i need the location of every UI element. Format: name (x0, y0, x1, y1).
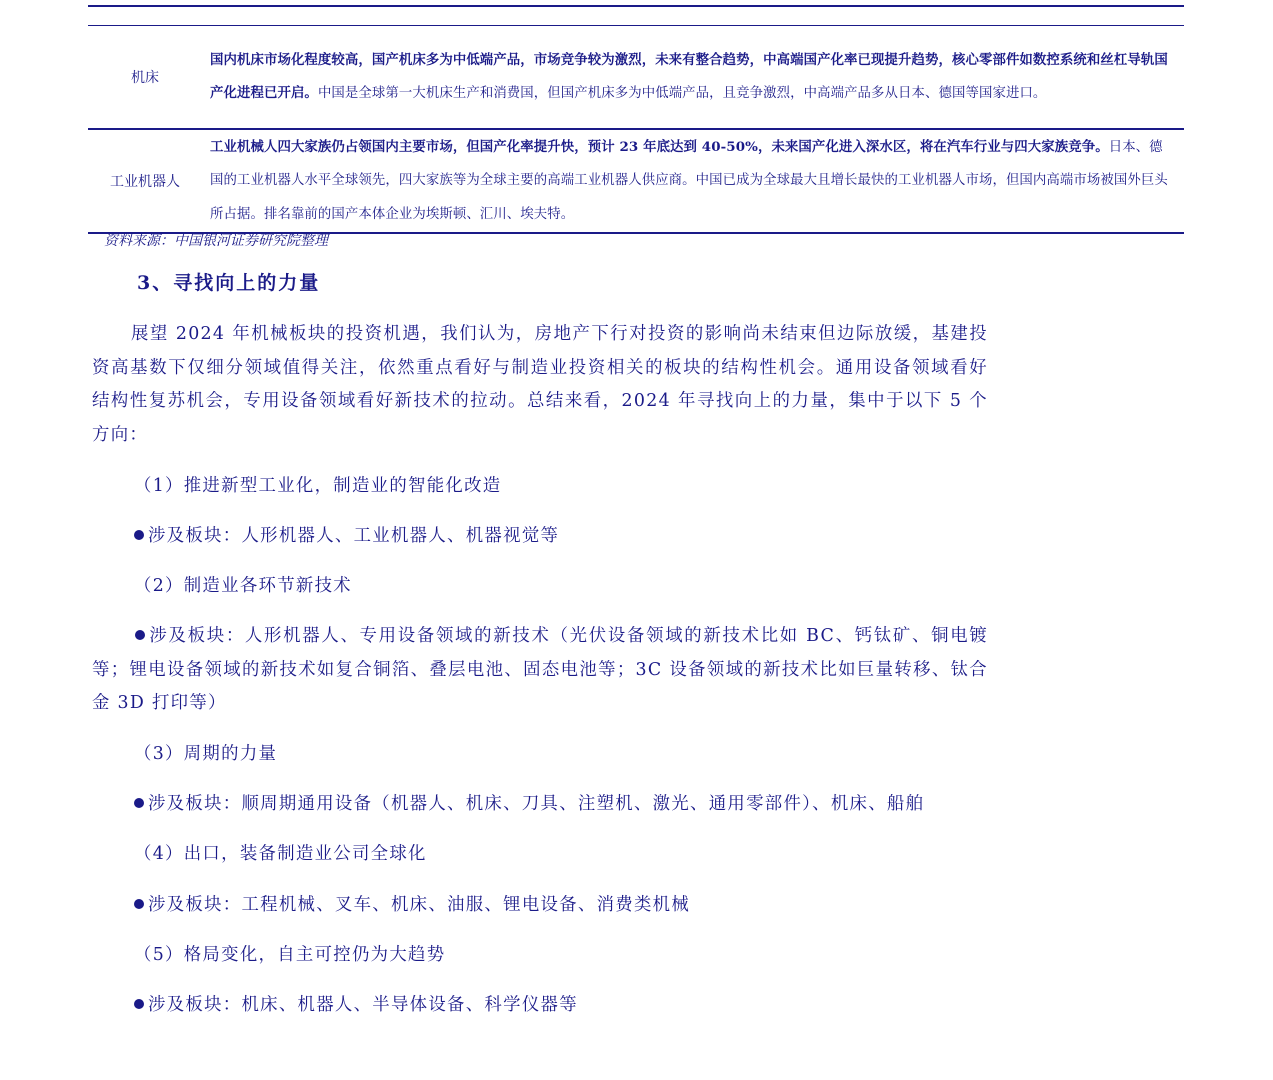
direction-title: （4）出口，装备制造业公司全球化 (134, 844, 427, 864)
category-cell: 工业机器人 (88, 129, 202, 233)
bullet-icon (134, 899, 144, 909)
direction-title: （5）格局变化，自主可控仍为大趋势 (134, 945, 446, 965)
bullet-icon (134, 999, 144, 1009)
sector-text: 涉及板块：机床、机器人、半导体设备、科学仪器等 (148, 995, 578, 1015)
section-heading: 3、寻找向上的力量 (137, 272, 321, 294)
table-row (88, 129, 1184, 233)
description-cell (202, 26, 1184, 130)
sector-text: 涉及板块：人形机器人、工业机器人、机器视觉等 (148, 526, 560, 546)
sector-bullet (134, 788, 924, 822)
sector-bullet (92, 620, 988, 721)
description-cell (202, 129, 1184, 233)
sector-bullet (134, 889, 690, 923)
sector-text: 涉及板块：顺周期通用设备（机器人、机床、刀具、注塑机、激光、通用零部件）、机床、船舶 (148, 794, 925, 814)
key-point-text: 国内机床市场化程度较高，国产机床多为中低端产品，市场竞争较为激烈，未来有整合趋势，中高端国产化率已现提升趋势，核心零部件如数控系统和丝杠导轨国产化进程已开启。 (210, 51, 1168, 101)
key-point-text: 工业机械人四大家族仍占领国内主要市场，但国产化率提升快，预计 23 年底达到 40-50%，未来国产化进入深水区，将在汽车行业与四大家族竞争。 (210, 138, 1109, 155)
sector-bullet (134, 989, 578, 1023)
table-source-note: 资料来源：中国银河证券研究院整理 (104, 233, 328, 249)
table-row (88, 26, 1184, 130)
top-rule (88, 5, 1184, 7)
bullet-icon (134, 798, 144, 808)
sector-text: 涉及板块：工程机械、叉车、机床、油服、锂电设备、消费类机械 (148, 895, 691, 915)
detail-text: 中国是全球第一大机床生产和消费国，但国产机床多为中低端产品，且竞争激烈，中高端产品多从日本、德国等国家进口。 (317, 86, 1047, 101)
direction-title: （1）推进新型工业化，制造业的智能化改造 (134, 476, 502, 496)
category-cell: 机床 (88, 26, 202, 130)
industry-table (88, 25, 1184, 234)
bullet-icon (134, 530, 144, 540)
sector-text: 涉及板块：人形机器人、专用设备领域的新技术（光伏设备领域的新技术比如 BC、钙钛矿、铜电镀等；锂电设备领域的新技术如复合铜箔、叠层电池、固态电池等；3C 设备领域的新技术比如巨量转移、钛合金 3D 打印等） (92, 626, 988, 714)
bullet-icon (135, 630, 145, 640)
sector-bullet (134, 520, 559, 554)
intro-paragraph: 展望 2024 年机械板块的投资机遇，我们认为，房地产下行对投资的影响尚未结束但边际放缓，基建投资高基数下仅细分领域值得关注，依然重点看好与制造业投资相关的板块的结构性机会。通用设备领域看好结构性复苏机会，专用设备领域看好新技术的拉动。总结来看，2024 年寻找向上的力量，集中于以下 5 个方向： (92, 324, 988, 445)
direction-title: （2）制造业各环节新技术 (134, 576, 352, 596)
direction-title: （3）周期的力量 (134, 744, 278, 764)
detail-text: 日本、德国的工业机器人水平全球领先，四大家族等为全球主要的高端工业机器人供应商。中国已成为全球最大且增长最快的工业机器人市场，但国内高端市场被国外巨头所占据。排名靠前的国产本体企业为埃斯顿、汇川、埃夫特。 (210, 139, 1168, 222)
